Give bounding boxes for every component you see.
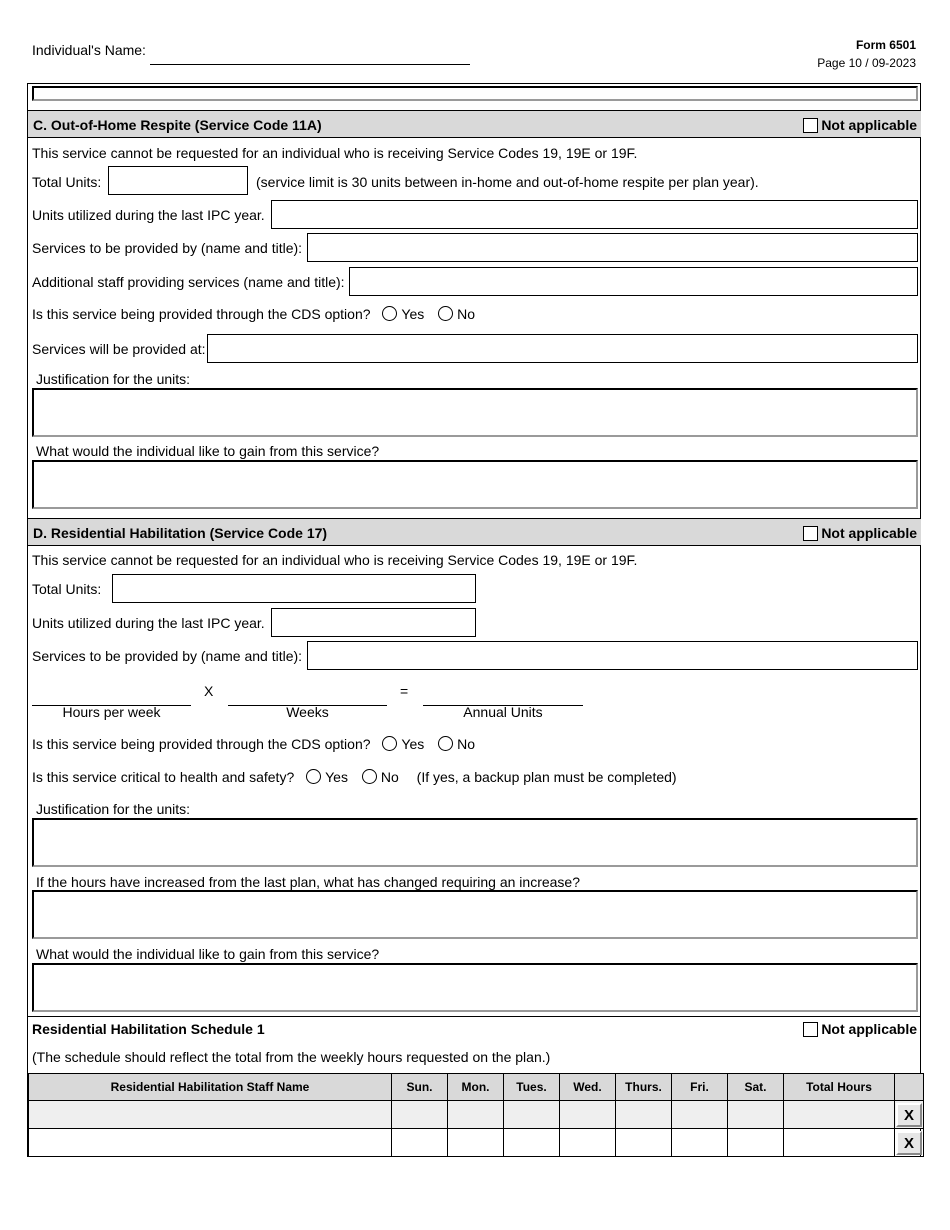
section-d-not-applicable[interactable] (803, 525, 917, 541)
schedule-divider (28, 1016, 921, 1017)
fri-cell[interactable] (672, 1101, 728, 1129)
critical-yes-option[interactable] (306, 769, 348, 785)
equals-sign: = (400, 683, 409, 699)
gain-label: What would the individual like to gain from this service? (36, 946, 380, 962)
increase-textarea[interactable] (32, 890, 918, 939)
mon-cell[interactable] (448, 1129, 504, 1157)
table-row (29, 1129, 924, 1157)
provided-by-input[interactable] (307, 233, 918, 262)
previous-section-textarea[interactable] (32, 86, 918, 101)
cds-question (32, 306, 475, 322)
total-hours-cell[interactable] (784, 1129, 895, 1157)
form-number: Form 6501 (855, 38, 916, 52)
col-total-hours: Total Hours (784, 1074, 895, 1101)
wed-cell[interactable] (560, 1129, 616, 1157)
col-tues: Tues. (504, 1074, 560, 1101)
radio-icon[interactable] (306, 769, 321, 784)
section-d-note: This service cannot be requested for an individual who is receiving Service Codes 19, 19E or 19F. (32, 552, 638, 568)
cds-question (32, 736, 475, 752)
cds-no-option[interactable] (438, 736, 475, 752)
wed-cell[interactable] (560, 1101, 616, 1129)
provided-at-input[interactable] (207, 334, 918, 363)
col-mon: Mon. (448, 1074, 504, 1101)
units-utilized-label: Units utilized during the last IPC year. (32, 615, 265, 631)
radio-icon[interactable] (382, 736, 397, 751)
justification-label: Justification for the units: (36, 801, 191, 817)
total-units-label: Total Units: (32, 174, 102, 190)
mon-cell[interactable] (448, 1101, 504, 1129)
staff-name-cell[interactable] (29, 1129, 392, 1157)
justification-label: Justification for the units: (36, 371, 191, 387)
additional-staff-label: Additional staff providing services (name and title): (32, 274, 345, 290)
tues-cell[interactable] (504, 1129, 560, 1157)
col-thurs: Thurs. (616, 1074, 672, 1101)
section-d-title: D. Residential Habilitation (Service Code 17) (33, 525, 328, 541)
critical-question (32, 769, 677, 785)
individual-name-label: Individual's Name: (32, 42, 146, 58)
not-applicable-label: Not applicable (821, 1021, 917, 1037)
section-c-header (28, 110, 921, 138)
sun-cell[interactable] (392, 1101, 448, 1129)
radio-icon[interactable] (438, 736, 453, 751)
cds-question-text: Is this service being provided through the CDS option? (32, 306, 371, 322)
provided-at-label: Services will be provided at: (32, 341, 206, 357)
radio-icon[interactable] (438, 306, 453, 321)
checkbox-icon[interactable] (803, 526, 818, 541)
no-label: No (457, 736, 476, 752)
sat-cell[interactable] (728, 1129, 784, 1157)
col-sun: Sun. (392, 1074, 448, 1101)
yes-label: Yes (325, 769, 348, 785)
delete-cell (895, 1129, 924, 1157)
cds-yes-option[interactable] (382, 306, 424, 322)
not-applicable-label: Not applicable (821, 525, 917, 541)
schedule-note: (The schedule should reflect the total from the weekly hours requested on the plan.) (32, 1049, 551, 1065)
weeks-caption: Weeks (286, 704, 329, 720)
increase-label: If the hours have increased from the last plan, what has changed requiring an increase? (36, 874, 580, 890)
section-c-not-applicable[interactable] (803, 117, 917, 133)
schedule-title: Residential Habilitation Schedule 1 (32, 1021, 265, 1037)
provided-by-input[interactable] (307, 641, 918, 670)
total-units-label: Total Units: (32, 581, 102, 597)
not-applicable-label: Not applicable (821, 117, 917, 133)
fri-cell[interactable] (672, 1129, 728, 1157)
page-number: Page 10 / 09-2023 (817, 56, 916, 70)
col-staff-name: Residential Habilitation Staff Name (29, 1074, 392, 1101)
section-c-title: C. Out-of-Home Respite (Service Code 11A) (33, 117, 322, 133)
total-hours-cell[interactable] (784, 1101, 895, 1129)
section-d-header (28, 518, 921, 546)
radio-icon[interactable] (382, 306, 397, 321)
backup-plan-note: (If yes, a backup plan must be completed) (416, 769, 677, 785)
no-label: No (380, 769, 399, 785)
thurs-cell[interactable] (616, 1101, 672, 1129)
units-utilized-label: Units utilized during the last IPC year. (32, 207, 265, 223)
yes-label: Yes (401, 306, 425, 322)
gain-textarea[interactable] (32, 460, 918, 509)
table-row (29, 1101, 924, 1129)
col-sat: Sat. (728, 1074, 784, 1101)
cds-yes-option[interactable] (382, 736, 424, 752)
hours-per-week-caption: Hours per week (62, 704, 161, 720)
units-utilized-input[interactable] (271, 200, 918, 229)
schedule-not-applicable[interactable] (803, 1021, 917, 1037)
col-fri: Fri. (672, 1074, 728, 1101)
col-delete (895, 1074, 924, 1101)
service-limit-note: (service limit is 30 units between in-home and out-of-home respite per plan year). (256, 174, 759, 190)
tues-cell[interactable] (504, 1101, 560, 1129)
yes-label: Yes (401, 736, 425, 752)
provided-by-label: Services to be provided by (name and title): (32, 240, 303, 256)
units-utilized-input[interactable] (271, 608, 476, 637)
additional-staff-input[interactable] (349, 267, 918, 296)
cds-no-option[interactable] (438, 306, 475, 322)
schedule-table (28, 1073, 924, 1157)
provided-by-label: Services to be provided by (name and title): (32, 648, 303, 664)
delete-row-button[interactable]: X (896, 1103, 922, 1127)
sun-cell[interactable] (392, 1129, 448, 1157)
col-wed: Wed. (560, 1074, 616, 1101)
checkbox-icon[interactable] (803, 118, 818, 133)
sat-cell[interactable] (728, 1101, 784, 1129)
critical-question-text: Is this service critical to health and safety? (32, 769, 295, 785)
thurs-cell[interactable] (616, 1129, 672, 1157)
delete-row-button[interactable]: X (896, 1131, 922, 1155)
total-units-input[interactable] (112, 574, 476, 603)
justification-textarea[interactable] (32, 388, 918, 437)
individual-name-field[interactable] (150, 64, 470, 65)
annual-units-caption: Annual Units (463, 704, 543, 720)
staff-name-cell[interactable] (29, 1101, 392, 1129)
delete-cell (895, 1101, 924, 1129)
checkbox-icon[interactable] (803, 1022, 818, 1037)
schedule-header-row (29, 1074, 924, 1101)
gain-textarea[interactable] (32, 963, 918, 1012)
times-sign: X (204, 683, 214, 699)
justification-textarea[interactable] (32, 818, 918, 867)
no-label: No (457, 306, 476, 322)
radio-icon[interactable] (362, 769, 377, 784)
critical-no-option[interactable] (362, 769, 399, 785)
section-c-note: This service cannot be requested for an individual who is receiving Service Codes 19, 19E or 19F. (32, 145, 638, 161)
gain-label: What would the individual like to gain from this service? (36, 443, 380, 459)
total-units-input[interactable] (108, 166, 248, 195)
cds-question-text: Is this service being provided through the CDS option? (32, 736, 371, 752)
